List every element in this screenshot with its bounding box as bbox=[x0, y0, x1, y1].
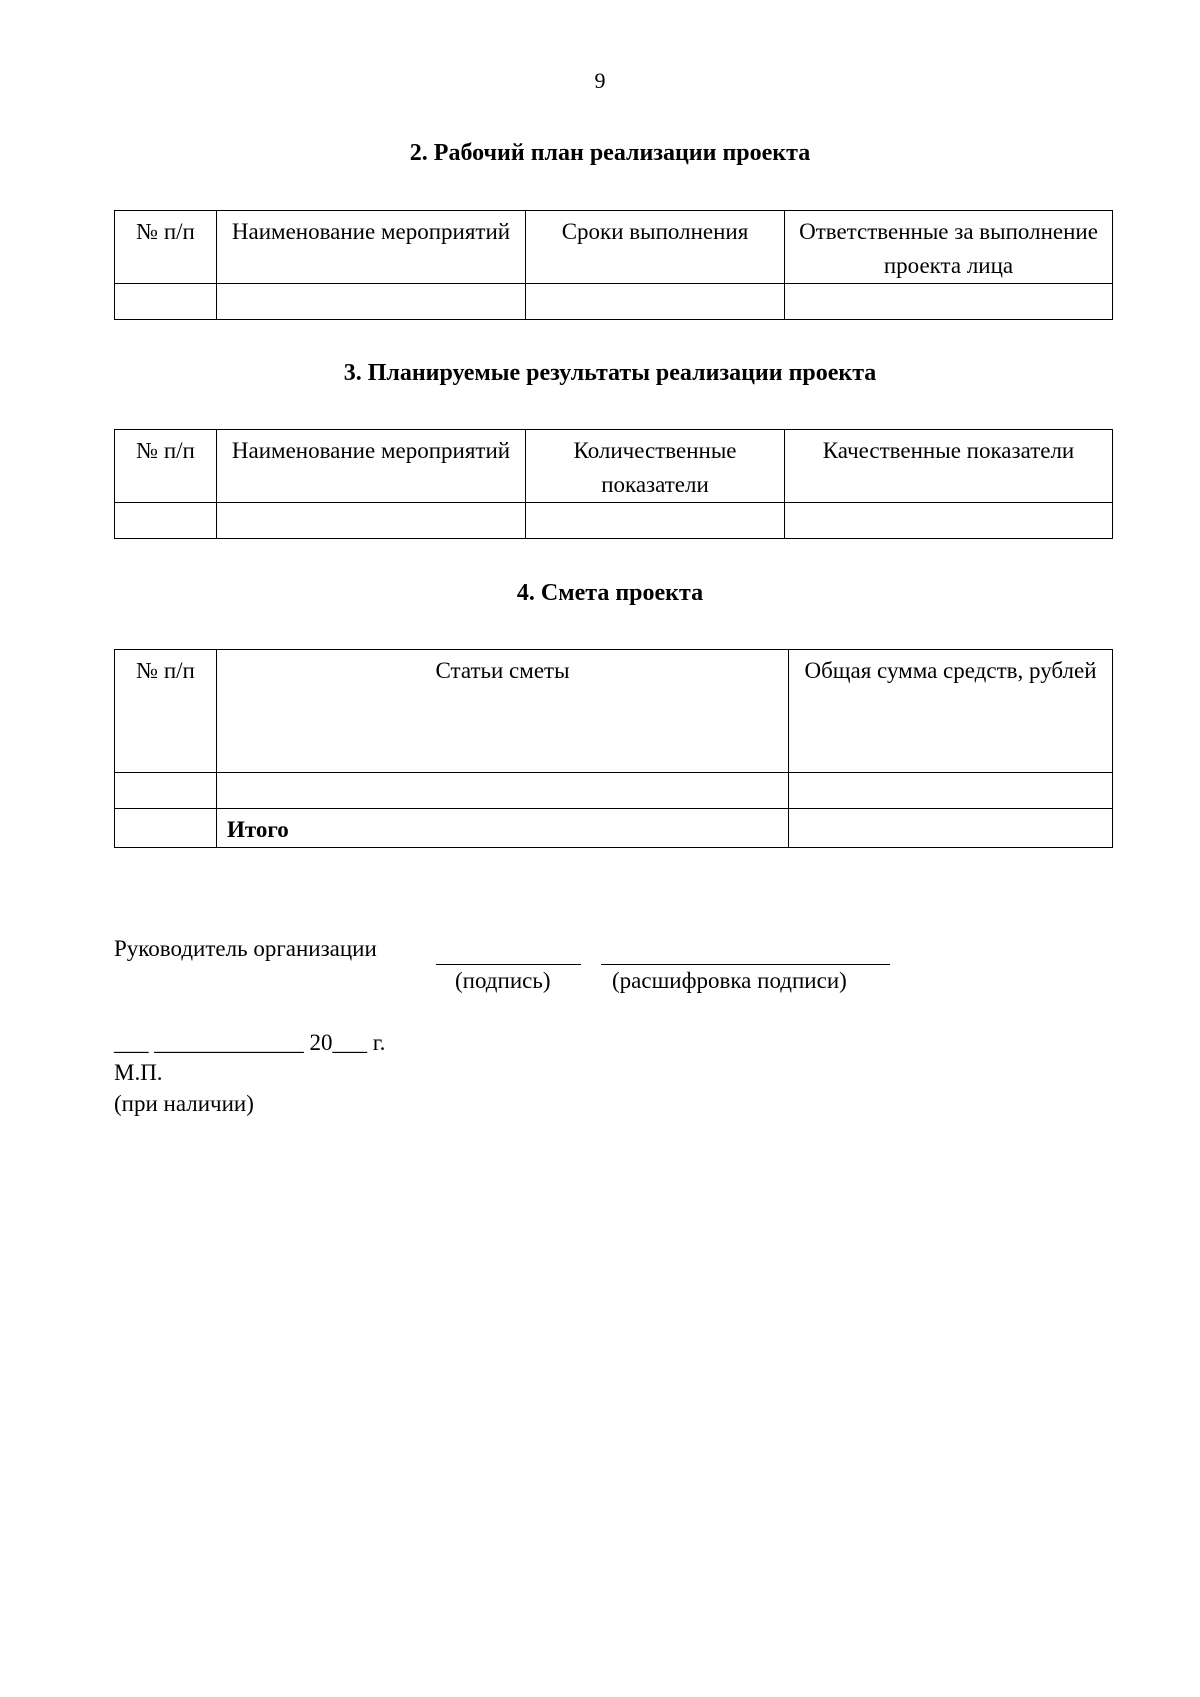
header-cell: № п/п bbox=[115, 650, 217, 773]
table-cell[interactable] bbox=[785, 284, 1113, 320]
signature-label: Руководитель организации bbox=[114, 936, 377, 961]
table-row bbox=[115, 503, 1113, 539]
signature-decode-caption: (расшифровка подписи) bbox=[612, 968, 847, 993]
work-plan-table bbox=[114, 210, 1113, 320]
section-2-title: 2. Рабочий план реализации проекта bbox=[409, 140, 811, 166]
stamp-note: (при наличии) bbox=[114, 1091, 254, 1116]
table-cell[interactable] bbox=[217, 284, 526, 320]
signature-decode-line[interactable] bbox=[601, 964, 890, 965]
table-cell[interactable] bbox=[785, 503, 1113, 539]
table-cell[interactable] bbox=[526, 284, 785, 320]
total-row bbox=[115, 809, 1113, 848]
table-header-row bbox=[115, 650, 1113, 773]
table-cell[interactable] bbox=[789, 773, 1113, 809]
table-header-row bbox=[115, 211, 1113, 284]
table-header-row bbox=[115, 430, 1113, 503]
header-cell: Наименование мероприятий bbox=[217, 430, 526, 503]
table-cell[interactable] bbox=[217, 773, 789, 809]
table-cell[interactable] bbox=[115, 284, 217, 320]
total-amount-cell[interactable] bbox=[789, 809, 1113, 848]
header-cell: № п/п bbox=[115, 430, 217, 503]
header-cell: Качественные показатели bbox=[785, 430, 1113, 503]
budget-table bbox=[114, 649, 1113, 848]
table-row bbox=[115, 773, 1113, 809]
header-cell: № п/п bbox=[115, 211, 217, 284]
planned-results-table bbox=[114, 429, 1113, 539]
page-number: 9 bbox=[594, 68, 606, 93]
table-cell[interactable] bbox=[115, 809, 217, 848]
table-cell[interactable] bbox=[526, 503, 785, 539]
header-cell: Наименование мероприятий bbox=[217, 211, 526, 284]
table-cell[interactable] bbox=[115, 503, 217, 539]
header-cell: Сроки выполнения bbox=[526, 211, 785, 284]
header-cell: Количественные показатели bbox=[526, 430, 785, 503]
signature-caption: (подпись) bbox=[455, 968, 551, 993]
table-cell[interactable] bbox=[217, 503, 526, 539]
total-label: Итого bbox=[217, 809, 789, 848]
table-cell[interactable] bbox=[115, 773, 217, 809]
table-row bbox=[115, 284, 1113, 320]
header-cell: Статьи сметы bbox=[217, 650, 789, 773]
stamp-label: М.П. bbox=[114, 1060, 163, 1085]
section-4-title: 4. Смета проекта bbox=[516, 580, 704, 606]
signature-line[interactable] bbox=[436, 964, 581, 965]
date-line: ___ _____________ 20___ г. bbox=[114, 1030, 386, 1055]
header-cell: Общая сумма средств, рублей bbox=[789, 650, 1113, 773]
header-cell: Ответственные за выполнение проекта лица bbox=[785, 211, 1113, 284]
section-3-title: 3. Планируемые результаты реализации проекта bbox=[343, 360, 877, 386]
